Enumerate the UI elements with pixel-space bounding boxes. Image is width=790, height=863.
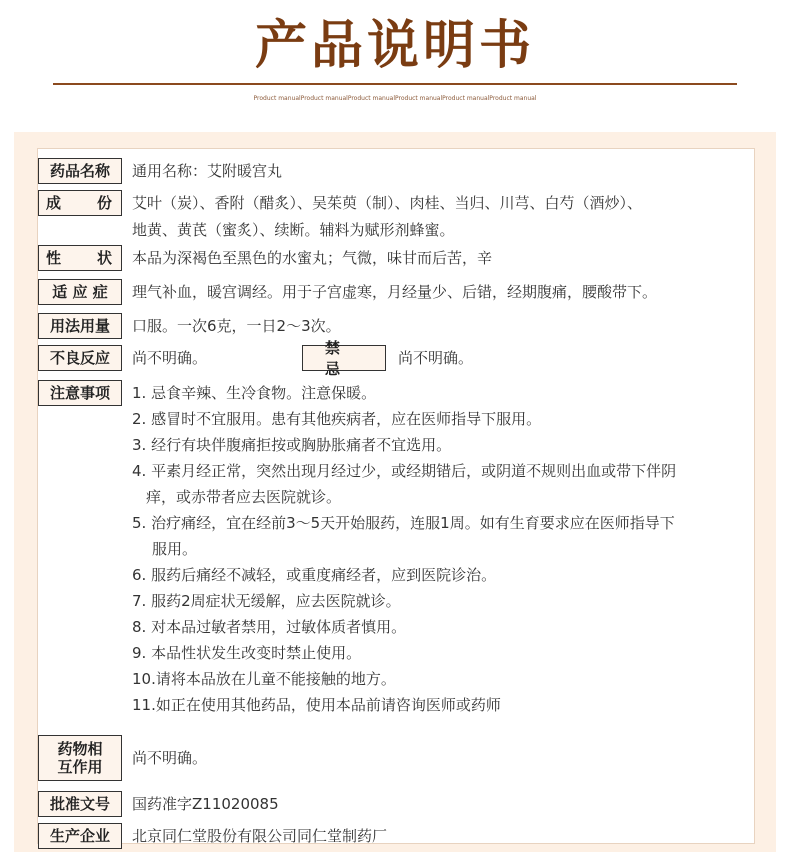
value-dosage: 口服。一次6克，一日2～3次。 — [132, 317, 341, 335]
precaution-item: 6. 服药后痛经不减轻，或重度痛经者，应到医院诊治。 — [132, 566, 497, 584]
label-interaction-line1: 药物相 — [57, 740, 103, 758]
label-interaction — [38, 735, 122, 781]
label-adverse: 不良反应 — [38, 345, 122, 371]
label-character: 性 状 — [38, 245, 122, 271]
value-ingredients-line1: 艾叶（炭）、香附（醋炙）、吴茱萸（制）、肉桂、当归、川芎、白芍（酒炒）、 — [132, 194, 643, 212]
precaution-item: 10.请将本品放在儿童不能接触的地方。 — [132, 670, 396, 688]
instructions-panel — [14, 132, 776, 852]
value-ingredients-line2: 地黄、黄芪（蜜炙）、续断。辅料为赋形剂蜂蜜。 — [132, 221, 455, 239]
precaution-item: 5. 治疗痛经，宜在经前3～5天开始服药，连服1周。如有生育要求应在医师指导下 — [132, 514, 675, 532]
precaution-item: 8. 对本品过敏者禁用，过敏体质者慎用。 — [132, 618, 407, 636]
precaution-item-cont: 服用。 — [152, 540, 198, 558]
precautions-list — [132, 380, 746, 718]
instructions-table — [37, 148, 755, 844]
precaution-item: 11.如正在使用其他药品，使用本品前请咨询医师或药师 — [132, 696, 501, 714]
precaution-item: 2. 感冒时不宜服用。患有其他疾病者，应在医师指导下服用。 — [132, 410, 542, 428]
label-ingredients: 成 份 — [38, 190, 122, 216]
label-approval: 批准文号 — [38, 791, 122, 817]
label-contraindication: 禁 忌 — [302, 345, 386, 371]
label-indication: 适 应 症 — [38, 279, 122, 305]
title-divider — [53, 83, 737, 85]
precaution-item: 4. 平素月经正常，突然出现月经过少，或经期错后，或阴道不规则出血或带下伴阴 — [132, 462, 677, 480]
value-character: 本品为深褐色至黑色的水蜜丸；气微，味甘而后苦，辛 — [132, 249, 493, 267]
label-manufacturer: 生产企业 — [38, 823, 122, 849]
value-interaction: 尚不明确。 — [132, 749, 208, 767]
value-contraindication: 尚不明确。 — [398, 349, 474, 367]
label-interaction-line2: 互作用 — [57, 758, 103, 776]
precaution-item: 3. 经行有块伴腹痛拒按或胸胁胀痛者不宜选用。 — [132, 436, 452, 454]
precaution-item-cont: 痒，或赤带者应去医院就诊。 — [146, 488, 342, 506]
value-drug-name: 通用名称：艾附暖宫丸 — [132, 162, 283, 180]
value-manufacturer: 北京同仁堂股份有限公司同仁堂制药厂 — [132, 827, 388, 845]
page-subtitle: Product manualProduct manualProduct manualProduct manualProduct manualProduct manual — [253, 95, 537, 102]
label-drug-name: 药品名称 — [38, 158, 122, 184]
header — [0, 0, 790, 120]
value-indication: 理气补血，暖宫调经。用于子宫虚寒，月经量少、后错，经期腹痛，腰酸带下。 — [132, 283, 658, 301]
page-title: 产品说明书 — [254, 16, 535, 76]
label-precautions: 注意事项 — [38, 380, 122, 406]
precaution-item: 7. 服药2周症状无缓解，应去医院就诊。 — [132, 592, 401, 610]
precaution-item: 1. 忌食辛辣、生冷食物。注意保暖。 — [132, 384, 377, 402]
value-approval: 国药准字Z11020085 — [132, 795, 279, 813]
precaution-item: 9. 本品性状发生改变时禁止使用。 — [132, 644, 362, 662]
value-adverse: 尚不明确。 — [132, 349, 208, 367]
label-dosage: 用法用量 — [38, 313, 122, 339]
